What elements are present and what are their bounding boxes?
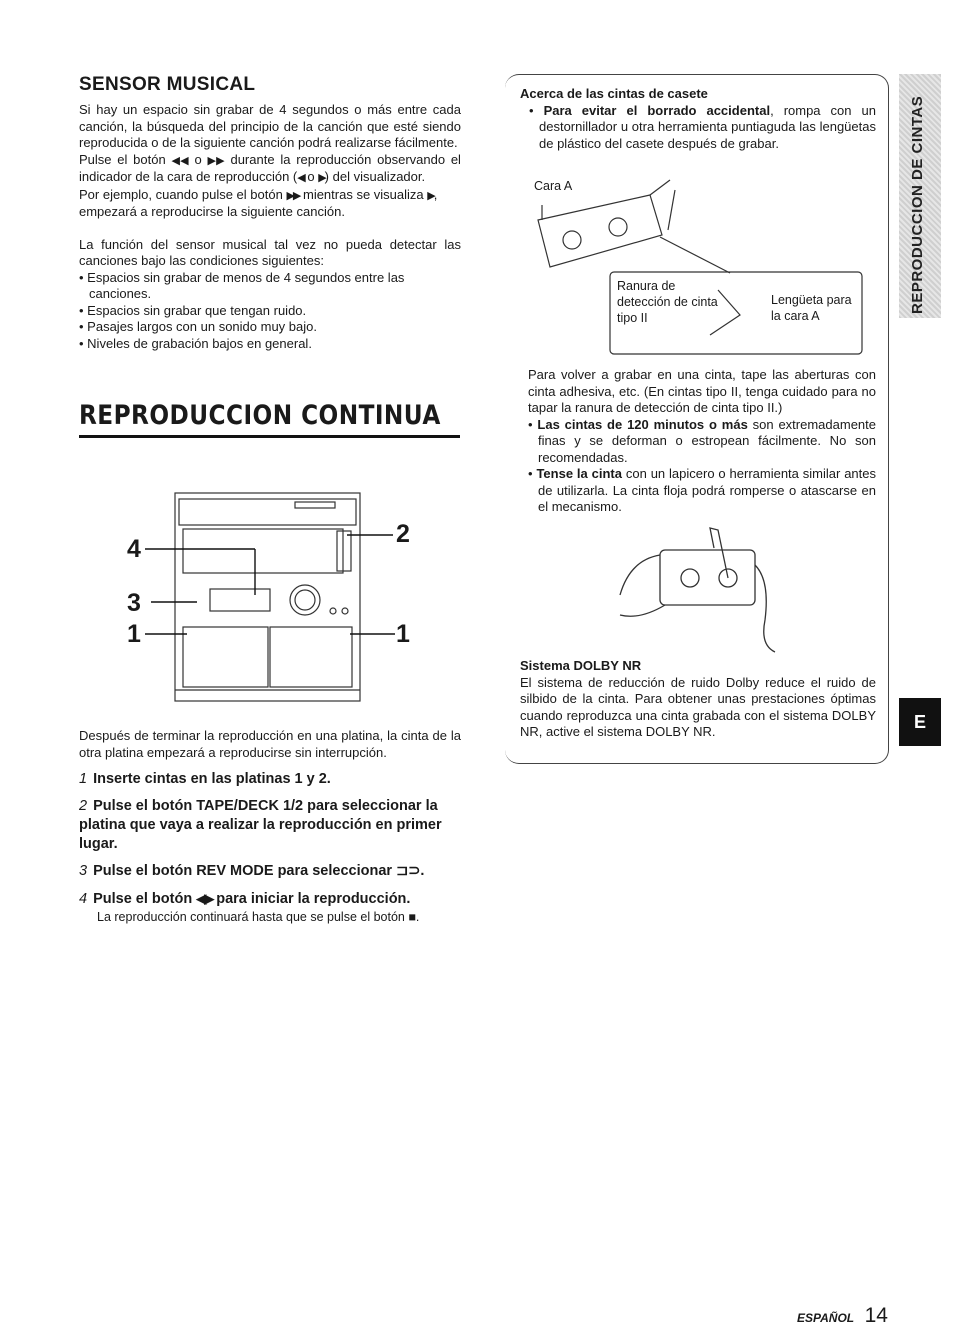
tension-tape-illustration [610,520,790,655]
cara-a-label: Cara A [534,179,573,193]
callout-label-1-right: 1 [396,620,410,648]
callout-label-4: 4 [127,535,141,563]
list-item: • Espacios sin grabar que tengan ruido. [79,302,307,318]
sensor-paragraph-1b: Pulse el botón ◀◀ o ▶▶ durante la reproducción observando el indicador de la cara de reproducción (◀ o ▶) del visualizador. [79,151,461,184]
dolby-section [520,658,876,741]
stop-icon: ■ [408,910,416,924]
callout-label-2: 2 [396,520,410,548]
dolby-title: Sistema DOLBY NR [520,658,642,673]
sensor-paragraph-1c: Por ejemplo, cuando pulse el botón ▶▶ mientras se visualiza ▶, empezará a reproducirse la siguiente canción. [79,186,438,219]
step-1: 1 Inserte cintas en las platinas 1 y 2. [79,771,331,787]
casete-body [528,367,876,516]
language-tab: E [899,698,941,746]
step-2: 2 Pulse el botón TAPE/DECK 1/2 para seleccionar la platina que vaya a realizar la reproducción en primer lugar. [79,798,442,852]
play-icon: ▶ [318,172,325,184]
paragraph-volver: Para volver a grabar en una cinta, tape las aberturas con cinta adhesiva, etc. (En cintas tipo II, tenga cuidado para no tapar la ranura de detección de cinta tipo II.) [528,367,876,415]
cassette-illustration [530,175,870,360]
side-tab-label: REPRODUCCION DE CINTAS [909,95,926,314]
continua-intro: Después de terminar la reproducción en una platina, la cinta de la otra platina empezará a reproducirse sin interrupción. [79,728,461,760]
play-icon: ▶ [427,189,434,202]
callout-label-1-left: 1 [127,620,141,648]
play-both-directions-icon: ◀▶ [196,891,213,906]
step-4-note: La reproducción continuará hasta que se pulse el botón ■. [97,910,420,924]
rev-mode-icon: ⊐⊃. [396,863,425,879]
title-underline [79,435,460,438]
casete-bullet-1: • Para evitar el borrado accidental, rompa con un destornillador u otra herramienta puntiaguda las lengüetas de plástico del casete después de grabar. [529,102,876,151]
step-4: 4 Pulse el botón ◀▶ para iniciar la reproducción. [79,891,411,907]
side-tab [899,74,941,318]
callout-ranura: Ranura de detección de cinta tipo II [617,279,718,325]
dolby-text: El sistema de reducción de ruido Dolby reduce el ruido de silbido de la cinta. Para obtener unas prestaciones óptimas cuando reproduzca una cinta grabada con el sistema DOLBY NR, active el sistema DOLBY NR. [520,674,876,739]
sensor-body [79,102,461,352]
footer [797,1304,888,1328]
callout-label-3: 3 [127,589,141,617]
steps-list [79,770,464,926]
fast-forward-icon: ▶▶ [286,189,300,202]
casete-bullet-3: • Tense la cinta con un lapicero o herramienta similar antes de utilizarla. La cinta floja podrá romperse o atascarse en el mecanismo. [528,466,877,514]
section-title-sensor: SENSOR MUSICAL [79,74,256,95]
list-item: • Espacios sin grabar de menos de 4 segundos entre las canciones. [79,269,405,301]
step-3: 3 Pulse el botón REV MODE para seleccionar ⊐⊃. [79,863,425,879]
page-number: 14 [864,1304,888,1327]
list-item: • Niveles de grabación bajos en general. [79,335,312,351]
rewind-icon: ◀◀ [171,154,189,167]
reverse-play-icon: ◀ [297,172,304,184]
footer-language: ESPAÑOL [797,1311,855,1325]
fast-forward-icon: ▶▶ [207,154,225,167]
casete-bullet-2: • Las cintas de 120 minutos o más son extremadamente finas y se deforman o estropean fácilmente. No son recomendadas. [528,416,877,465]
casete-title: Acerca de las cintas de casete [520,86,708,101]
callout-lengueta: Lengüeta para la cara A [771,293,852,323]
list-item: • Pasajes largos con un sonido muy bajo. [79,319,317,334]
stereo-system-illustration [115,485,425,710]
casete-section [520,86,876,152]
sensor-paragraph-1: Si hay un espacio sin grabar de 4 segundos o más entre cada canción, la búsqueda del principio de la canción que esté siendo reproducida o de la siguiente canción podrá realizarse fácilmente. [79,102,461,150]
section-title-continua: REPRODUCCION CONTINUA [79,400,441,431]
sensor-paragraph-2: La función del sensor musical tal vez no pueda detectar las canciones bajo las condiciones siguientes: [79,236,461,268]
